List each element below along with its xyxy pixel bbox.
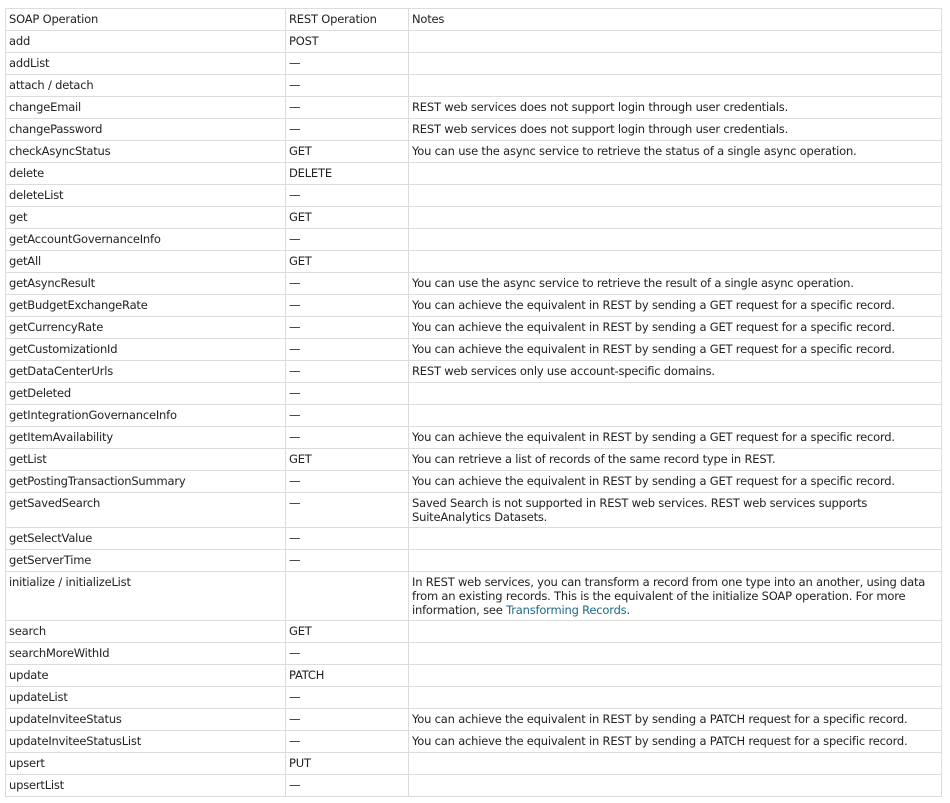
notes-cell: REST web services does not support login through user credentials. bbox=[409, 97, 942, 119]
table-row bbox=[6, 163, 942, 185]
notes-cell bbox=[409, 687, 942, 709]
notes-cell: Saved Search is not supported in REST web services. REST web services supports SuiteAnalytics Datasets. bbox=[409, 493, 942, 528]
table-row bbox=[6, 31, 942, 53]
rest-operation-cell: — bbox=[286, 295, 409, 317]
soap-operation-cell: getAll bbox=[6, 251, 286, 273]
notes-cell: You can achieve the equivalent in REST by sending a PATCH request for a specific record. bbox=[409, 731, 942, 753]
soap-operation-cell: changeEmail bbox=[6, 97, 286, 119]
soap-operation-cell: getServerTime bbox=[6, 550, 286, 572]
table-row bbox=[6, 665, 942, 687]
rest-operation-cell: GET bbox=[286, 621, 409, 643]
rest-operation-cell: GET bbox=[286, 207, 409, 229]
rest-operation-cell: — bbox=[286, 273, 409, 295]
notes-cell bbox=[409, 75, 942, 97]
soap-operation-cell: update bbox=[6, 665, 286, 687]
notes-cell bbox=[409, 572, 942, 621]
operations-table-wrapper bbox=[5, 8, 942, 797]
rest-operation-cell: DELETE bbox=[286, 163, 409, 185]
soap-operation-cell: getBudgetExchangeRate bbox=[6, 295, 286, 317]
soap-operation-cell: getCurrencyRate bbox=[6, 317, 286, 339]
soap-operation-cell: updateInviteeStatusList bbox=[6, 731, 286, 753]
table-row bbox=[6, 471, 942, 493]
soap-operation-cell: getAsyncResult bbox=[6, 273, 286, 295]
rest-operation-cell: — bbox=[286, 185, 409, 207]
rest-operation-cell: — bbox=[286, 427, 409, 449]
notes-cell bbox=[409, 775, 942, 797]
table-row bbox=[6, 687, 942, 709]
notes-cell bbox=[409, 405, 942, 427]
soap-operation-cell: add bbox=[6, 31, 286, 53]
notes-cell bbox=[409, 753, 942, 775]
notes-cell bbox=[409, 251, 942, 273]
table-row bbox=[6, 295, 942, 317]
notes-cell: You can use the async service to retrieve the result of a single async operation. bbox=[409, 273, 942, 295]
rest-operation-cell: GET bbox=[286, 141, 409, 163]
notes-cell: You can achieve the equivalent in REST by sending a GET request for a specific record. bbox=[409, 339, 942, 361]
table-row bbox=[6, 550, 942, 572]
soap-operation-cell: searchMoreWithId bbox=[6, 643, 286, 665]
notes-cell bbox=[409, 528, 942, 550]
table-row bbox=[6, 753, 942, 775]
soap-operation-cell: getDataCenterUrls bbox=[6, 361, 286, 383]
rest-operation-cell: — bbox=[286, 339, 409, 361]
notes-cell bbox=[409, 53, 942, 75]
soap-operation-cell: getIntegrationGovernanceInfo bbox=[6, 405, 286, 427]
table-row bbox=[6, 119, 942, 141]
notes-cell bbox=[409, 383, 942, 405]
soap-operation-cell: deleteList bbox=[6, 185, 286, 207]
notes-text: In REST web services, you can transform a record from one type into an another, using data from an existing records. This is the equivalent of the initialize SOAP operation. For more information, see bbox=[412, 575, 926, 617]
header-notes: Notes bbox=[409, 9, 942, 31]
soap-operation-cell: addList bbox=[6, 53, 286, 75]
soap-rest-mapping-table bbox=[5, 8, 942, 797]
soap-operation-cell: get bbox=[6, 207, 286, 229]
notes-cell bbox=[409, 31, 942, 53]
table-row bbox=[6, 251, 942, 273]
table-row bbox=[6, 273, 942, 295]
table-row bbox=[6, 383, 942, 405]
rest-operation-cell: — bbox=[286, 493, 409, 528]
table-row bbox=[6, 207, 942, 229]
notes-text-end: . bbox=[626, 603, 630, 617]
notes-cell bbox=[409, 643, 942, 665]
rest-operation-cell: — bbox=[286, 317, 409, 339]
notes-cell bbox=[409, 665, 942, 687]
notes-cell: You can use the async service to retrieve the status of a single async operation. bbox=[409, 141, 942, 163]
rest-operation-cell bbox=[286, 572, 409, 621]
notes-cell bbox=[409, 550, 942, 572]
rest-operation-cell: — bbox=[286, 528, 409, 550]
soap-operation-cell: getItemAvailability bbox=[6, 427, 286, 449]
table-row bbox=[6, 621, 942, 643]
rest-operation-cell: PUT bbox=[286, 753, 409, 775]
table-row bbox=[6, 449, 942, 471]
notes-cell: You can achieve the equivalent in REST by sending a GET request for a specific record. bbox=[409, 295, 942, 317]
table-row bbox=[6, 97, 942, 119]
rest-operation-cell: GET bbox=[286, 449, 409, 471]
rest-operation-cell: — bbox=[286, 361, 409, 383]
soap-operation-cell: getDeleted bbox=[6, 383, 286, 405]
rest-operation-cell: — bbox=[286, 471, 409, 493]
rest-operation-cell: — bbox=[286, 731, 409, 753]
rest-operation-cell: — bbox=[286, 550, 409, 572]
notes-cell bbox=[409, 207, 942, 229]
soap-operation-cell: attach / detach bbox=[6, 75, 286, 97]
soap-operation-cell: getSavedSearch bbox=[6, 493, 286, 528]
table-row bbox=[6, 361, 942, 383]
soap-operation-cell: getCustomizationId bbox=[6, 339, 286, 361]
soap-operation-cell: changePassword bbox=[6, 119, 286, 141]
table-row bbox=[6, 405, 942, 427]
rest-operation-cell: GET bbox=[286, 251, 409, 273]
table-row bbox=[6, 317, 942, 339]
soap-operation-cell: checkAsyncStatus bbox=[6, 141, 286, 163]
table-row bbox=[6, 53, 942, 75]
table-row bbox=[6, 731, 942, 753]
soap-operation-cell: updateInviteeStatus bbox=[6, 709, 286, 731]
notes-cell: You can retrieve a list of records of the same record type in REST. bbox=[409, 449, 942, 471]
soap-operation-cell: delete bbox=[6, 163, 286, 185]
rest-operation-cell: — bbox=[286, 643, 409, 665]
notes-cell bbox=[409, 621, 942, 643]
soap-operation-cell: search bbox=[6, 621, 286, 643]
rest-operation-cell: — bbox=[286, 119, 409, 141]
table-row bbox=[6, 709, 942, 731]
rest-operation-cell: — bbox=[286, 97, 409, 119]
table-row bbox=[6, 775, 942, 797]
soap-operation-cell: getAccountGovernanceInfo bbox=[6, 229, 286, 251]
table-row bbox=[6, 643, 942, 665]
table-row bbox=[6, 339, 942, 361]
soap-operation-cell: getSelectValue bbox=[6, 528, 286, 550]
notes-cell: You can achieve the equivalent in REST by sending a GET request for a specific record. bbox=[409, 427, 942, 449]
notes-cell: You can achieve the equivalent in REST by sending a GET request for a specific record. bbox=[409, 471, 942, 493]
rest-operation-cell: POST bbox=[286, 31, 409, 53]
table-row bbox=[6, 75, 942, 97]
rest-operation-cell: PATCH bbox=[286, 665, 409, 687]
notes-cell bbox=[409, 185, 942, 207]
table-row bbox=[6, 427, 942, 449]
rest-operation-cell: — bbox=[286, 75, 409, 97]
table-row bbox=[6, 185, 942, 207]
notes-cell: REST web services only use account-specific domains. bbox=[409, 361, 942, 383]
soap-operation-cell: initialize / initializeList bbox=[6, 572, 286, 621]
rest-operation-cell: — bbox=[286, 687, 409, 709]
table-row bbox=[6, 493, 942, 528]
notes-cell bbox=[409, 163, 942, 185]
notes-cell: REST web services does not support login through user credentials. bbox=[409, 119, 942, 141]
transforming-records-link[interactable]: Transforming Records bbox=[506, 603, 627, 617]
rest-operation-cell: — bbox=[286, 405, 409, 427]
table-row bbox=[6, 141, 942, 163]
rest-operation-cell: — bbox=[286, 229, 409, 251]
soap-operation-cell: upsert bbox=[6, 753, 286, 775]
notes-cell: You can achieve the equivalent in REST by sending a GET request for a specific record. bbox=[409, 317, 942, 339]
rest-operation-cell: — bbox=[286, 775, 409, 797]
table-row bbox=[6, 229, 942, 251]
soap-operation-cell: upsertList bbox=[6, 775, 286, 797]
header-soap-operation: SOAP Operation bbox=[6, 9, 286, 31]
table-row bbox=[6, 572, 942, 621]
table-row bbox=[6, 528, 942, 550]
notes-cell bbox=[409, 229, 942, 251]
soap-operation-cell: getList bbox=[6, 449, 286, 471]
header-rest-operation: REST Operation bbox=[286, 9, 409, 31]
rest-operation-cell: — bbox=[286, 53, 409, 75]
notes-cell: You can achieve the equivalent in REST by sending a PATCH request for a specific record. bbox=[409, 709, 942, 731]
rest-operation-cell: — bbox=[286, 709, 409, 731]
soap-operation-cell: updateList bbox=[6, 687, 286, 709]
table-header-row bbox=[6, 9, 942, 31]
soap-operation-cell: getPostingTransactionSummary bbox=[6, 471, 286, 493]
rest-operation-cell: — bbox=[286, 383, 409, 405]
